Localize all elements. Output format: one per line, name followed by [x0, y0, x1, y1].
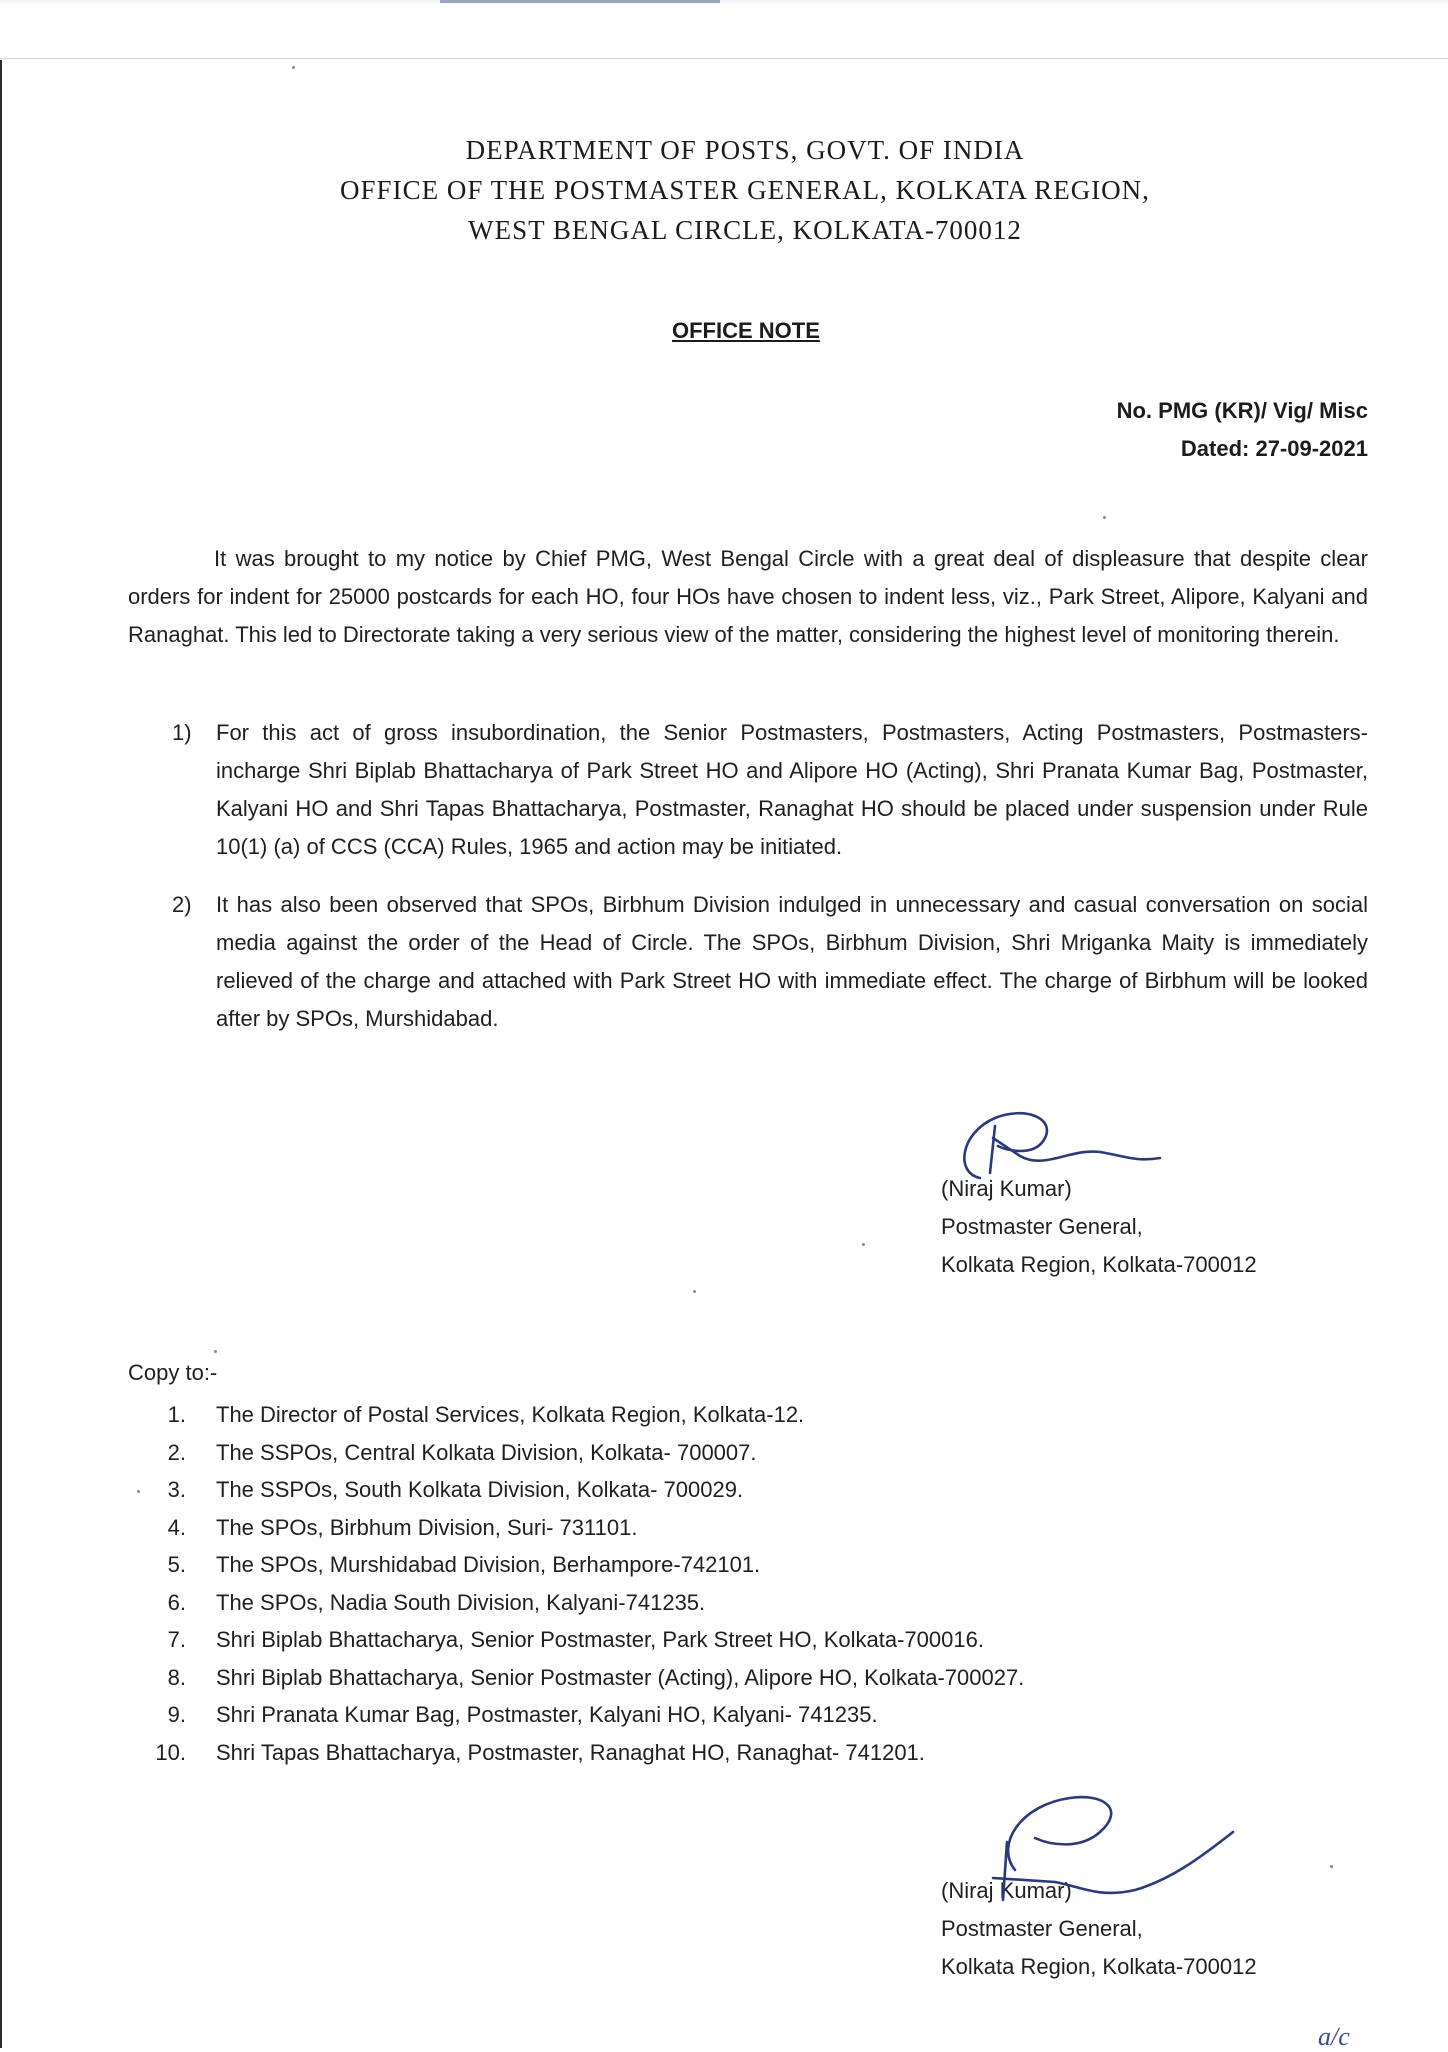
scan-speck: [1330, 1865, 1333, 1868]
reference-number: No. PMG (KR)/ Vig/ Misc: [1116, 398, 1368, 423]
copy-to-item: [128, 1396, 1278, 1434]
item-number: 10.: [155, 1739, 186, 1765]
item-number: 9.: [167, 1702, 186, 1727]
item-text: Shri Biplab Bhattacharya, Senior Postmaster, Park Street HO, Kolkata-700016.: [216, 1627, 984, 1652]
signatory-name: (Niraj Kumar): [941, 1878, 1072, 1903]
item-number: 2.: [167, 1439, 186, 1465]
signature-2-scribble: [975, 1760, 1245, 1905]
letterhead-line-2: OFFICE OF THE POSTMASTER GENERAL, KOLKATA REGION,: [340, 175, 1150, 205]
scan-speck: [137, 1490, 140, 1493]
item-text: The SPOs, Murshidabad Division, Berhampore-742101.: [216, 1552, 761, 1577]
signatory-designation: Postmaster General,: [941, 1916, 1143, 1941]
item-number: 3.: [167, 1477, 186, 1502]
scan-streak: [440, 0, 720, 3]
item-number: 6.: [167, 1589, 186, 1615]
copy-to-item: [128, 1509, 1278, 1547]
reference-date: Dated: 27-09-2021: [1180, 436, 1368, 461]
scan-speck: [862, 1243, 865, 1246]
intro-paragraph: It was brought to my notice by Chief PMG, West Bengal Circle with a great deal of displeasure that despite clear orders for indent for 25000 postcards for each HO, four HOs have chosen to indent less, viz., Park Street, Alipore, Kalyani and Ranaghat. This led to Directorate taking a very serious view of the matter, considering the highest level of monitoring therein.: [128, 546, 1368, 647]
letterhead-line-1: DEPARTMENT OF POSTS, GOVT. OF INDIA: [465, 135, 1025, 165]
item-number: 7.: [167, 1627, 186, 1652]
copy-to-item: [128, 1659, 1278, 1697]
copy-to-item: [128, 1471, 1278, 1509]
copy-to-item: [128, 1584, 1278, 1622]
scan-left-edge: [0, 60, 2, 2048]
item-text: The SPOs, Birbhum Division, Suri- 731101.: [216, 1514, 638, 1540]
item-number: 4.: [167, 1514, 186, 1540]
signature-2: [975, 1760, 1245, 1905]
scan-speck: [1103, 516, 1106, 519]
copy-to-item: [128, 1546, 1278, 1584]
item-text: Shri Pranata Kumar Bag, Postmaster, Kalyani HO, Kalyani- 741235.: [216, 1702, 878, 1727]
scan-speck: [693, 1290, 696, 1293]
scan-speck: [292, 66, 295, 69]
point-number: 1): [172, 720, 192, 745]
item-text: Shri Biplab Bhattacharya, Senior Postmaster (Acting), Alipore HO, Kolkata-700027.: [216, 1664, 1025, 1690]
letterhead-line-3: WEST BENGAL CIRCLE, KOLKATA-700012: [468, 215, 1022, 245]
signatory-block-1: [941, 1170, 1257, 1284]
signatory-office: Kolkata Region, Kolkata-700012: [941, 1252, 1257, 1277]
item-number: 8.: [167, 1664, 186, 1690]
signatory-designation: Postmaster General,: [941, 1214, 1143, 1239]
item-text: The Director of Postal Services, Kolkata Region, Kolkata-12.: [216, 1402, 805, 1427]
item-text: The SSPOs, Central Kolkata Division, Kolkata- 700007.: [216, 1439, 757, 1465]
signatory-office: Kolkata Region, Kolkata-700012: [941, 1954, 1257, 1979]
reference-block: [1117, 392, 1368, 468]
item-text: Shri Tapas Bhattacharya, Postmaster, Ranaghat HO, Ranaghat- 741201.: [216, 1739, 925, 1765]
item-text: The SSPOs, South Kolkata Division, Kolkata- 700029.: [216, 1477, 744, 1502]
copy-to-label: Copy to:-: [128, 1360, 218, 1385]
item-number: 5.: [167, 1552, 186, 1577]
item-text: The SPOs, Nadia South Division, Kalyani-741235.: [216, 1589, 706, 1615]
letterhead: [200, 130, 1290, 250]
point-text: For this act of gross insubordination, the Senior Postmasters, Postmasters, Acting Postmasters, Postmasters- incharge Shri Biplab Bhattacharya of Park Street HO and Alipore HO (Acting), Shri Pranata Kumar Bag, Postmaster, Kalyani HO and Shri Tapas Bhattacharya, Postmaster, Ranaghat HO should be placed under suspension under Rule 10(1) (a) of CCS (CCA) Rules, 1965 and action may be initiated.: [216, 720, 1368, 859]
scan-speck: [214, 1350, 217, 1353]
copy-to-item: [128, 1696, 1278, 1734]
copy-to-item: [128, 1621, 1278, 1659]
page-mark: a/c: [1318, 2022, 1350, 2051]
item-number: 1.: [167, 1402, 186, 1427]
point-text: It has also been observed that SPOs, Birbhum Division indulged in unnecessary and casual conversation on social media against the order of the Head of Circle. The SPOs, Birbhum Division, Shri Mriganka Maity is immediately relieved of the charge and attached with Park Street HO with immediate effect. The charge of Birbhum will be looked after by SPOs, Murshidabad.: [216, 892, 1368, 1031]
copy-to-item: [128, 1434, 1278, 1472]
scan-rule-line: [0, 58, 1448, 59]
document-title: OFFICE NOTE: [672, 318, 820, 343]
copy-to-list: [128, 1396, 1278, 1771]
point-number: 2): [172, 892, 192, 917]
signatory-name: (Niraj Kumar): [941, 1176, 1072, 1201]
scan-top-edge: [0, 0, 1448, 6]
